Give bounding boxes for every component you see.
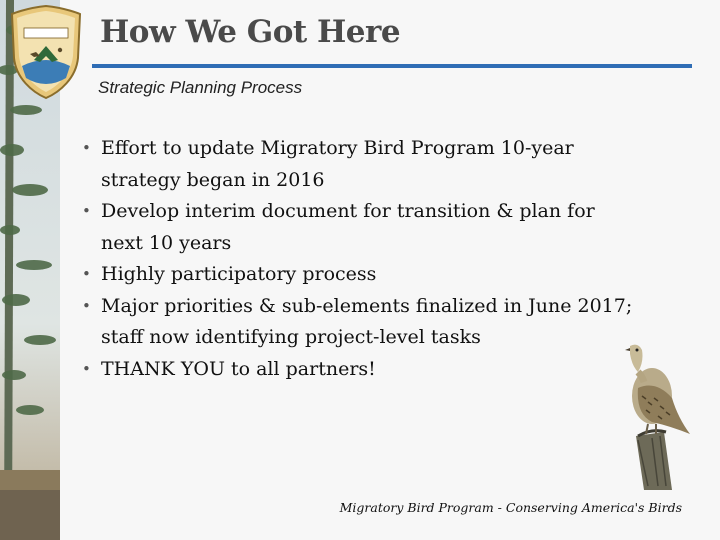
bird-on-post-image bbox=[608, 340, 708, 490]
bullet-dot-icon: • bbox=[82, 359, 91, 378]
footer-caption: Migratory Bird Program - Conserving America's Birds bbox=[339, 500, 682, 515]
bullet-dot-icon: • bbox=[82, 202, 91, 220]
title-divider bbox=[92, 64, 692, 68]
bullet-dot-icon: • bbox=[82, 265, 91, 283]
slide-title: How We Got Here bbox=[100, 14, 401, 50]
bullet-dot-icon: • bbox=[82, 296, 91, 315]
bullet-list bbox=[82, 133, 642, 385]
bullet-item bbox=[82, 133, 642, 196]
bullet-dot-icon: • bbox=[82, 139, 91, 157]
bullet-text: Major priorities & sub-elements finalized in June 2017; staff now identifying project-level tasks bbox=[101, 294, 633, 348]
usfws-logo bbox=[8, 4, 84, 100]
bullet-text: Develop interim document for transition & plan for next 10 years bbox=[101, 200, 595, 254]
bullet-item bbox=[82, 196, 642, 259]
bullet-text: Highly participatory process bbox=[101, 263, 377, 285]
bullet-item bbox=[82, 259, 642, 291]
slide-subtitle: Strategic Planning Process bbox=[98, 78, 303, 97]
bullet-text: Effort to update Migratory Bird Program 10-year strategy began in 2016 bbox=[101, 137, 574, 191]
bullet-text: THANK YOU to all partners! bbox=[101, 357, 376, 380]
bullet-item bbox=[82, 354, 642, 386]
bullet-item bbox=[82, 291, 642, 354]
